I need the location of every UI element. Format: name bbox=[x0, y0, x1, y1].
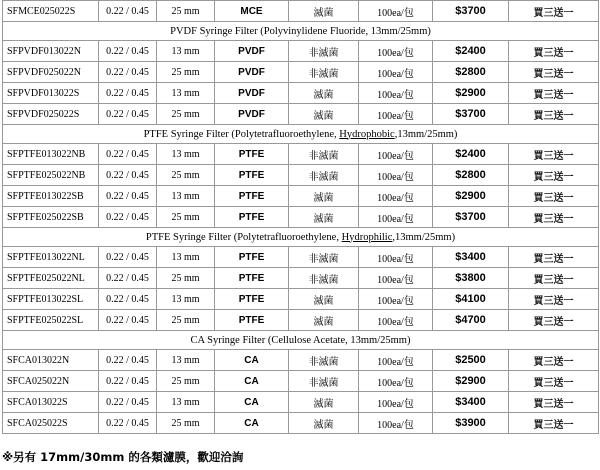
diameter: 25 mm bbox=[157, 371, 215, 392]
price: $3400 bbox=[433, 247, 509, 268]
price: $2900 bbox=[433, 186, 509, 207]
table-row bbox=[3, 1, 599, 22]
promotion: 買三送一 bbox=[509, 83, 599, 104]
section-header bbox=[3, 228, 599, 247]
sterile-status: 非滅菌 bbox=[289, 247, 359, 268]
section-title-text: CA Syringe Filter (Cellulose Acetate, 13mm/25mm) bbox=[190, 334, 411, 346]
product-code: SFCA013022N bbox=[3, 350, 99, 371]
product-code: SFPTFE013022SL bbox=[3, 289, 99, 310]
product-code: SFMCE025022S bbox=[3, 1, 99, 22]
promotion: 買三送一 bbox=[509, 62, 599, 83]
promotion: 買三送一 bbox=[509, 144, 599, 165]
pore-size: 0.22 / 0.45 bbox=[99, 268, 157, 289]
table-row bbox=[3, 268, 599, 289]
pack-size: 100ea/包 bbox=[359, 104, 433, 125]
diameter: 25 mm bbox=[157, 62, 215, 83]
product-code: SFPVDF013022N bbox=[3, 41, 99, 62]
diameter: 25 mm bbox=[157, 207, 215, 228]
membrane-material: PTFE bbox=[215, 289, 289, 310]
sterile-status: 非滅菌 bbox=[289, 350, 359, 371]
pore-size: 0.22 / 0.45 bbox=[99, 186, 157, 207]
price: $2400 bbox=[433, 41, 509, 62]
table-row bbox=[3, 165, 599, 186]
price: $2900 bbox=[433, 371, 509, 392]
price: $3800 bbox=[433, 268, 509, 289]
promotion: 買三送一 bbox=[509, 1, 599, 22]
membrane-material: PVDF bbox=[215, 104, 289, 125]
diameter: 13 mm bbox=[157, 247, 215, 268]
section-title-text: PTFE Syringe Filter (Polytetrafluoroethylene, bbox=[143, 128, 340, 140]
price: $4700 bbox=[433, 310, 509, 331]
pack-size: 100ea/包 bbox=[359, 413, 433, 434]
diameter: 13 mm bbox=[157, 350, 215, 371]
pack-size: 100ea/包 bbox=[359, 371, 433, 392]
diameter: 13 mm bbox=[157, 289, 215, 310]
sterile-status: 非滅菌 bbox=[289, 144, 359, 165]
product-code: SFPTFE025022SL bbox=[3, 310, 99, 331]
footer-note: ※另有 17mm/30mm 的各類濾膜，歡迎洽詢 bbox=[2, 450, 244, 464]
pore-size: 0.22 / 0.45 bbox=[99, 83, 157, 104]
sterile-status: 滅菌 bbox=[289, 83, 359, 104]
pack-size: 100ea/包 bbox=[359, 207, 433, 228]
promotion: 買三送一 bbox=[509, 268, 599, 289]
table-row bbox=[3, 83, 599, 104]
sterile-status: 滅菌 bbox=[289, 310, 359, 331]
filter-price-table bbox=[2, 0, 599, 434]
promotion: 買三送一 bbox=[509, 413, 599, 434]
price: $3400 bbox=[433, 392, 509, 413]
promotion: 買三送一 bbox=[509, 104, 599, 125]
pore-size: 0.22 / 0.45 bbox=[99, 144, 157, 165]
membrane-material: CA bbox=[215, 371, 289, 392]
pack-size: 100ea/包 bbox=[359, 268, 433, 289]
promotion: 買三送一 bbox=[509, 41, 599, 62]
diameter: 25 mm bbox=[157, 104, 215, 125]
pack-size: 100ea/包 bbox=[359, 392, 433, 413]
section-header bbox=[3, 125, 599, 144]
product-code: SFCA025022S bbox=[3, 413, 99, 434]
section-title-suffix: ,13mm/25mm) bbox=[394, 128, 458, 140]
promotion: 買三送一 bbox=[509, 310, 599, 331]
table-row bbox=[3, 247, 599, 268]
product-code: SFCA013022S bbox=[3, 392, 99, 413]
pore-size: 0.22 / 0.45 bbox=[99, 62, 157, 83]
membrane-material: PVDF bbox=[215, 83, 289, 104]
pore-size: 0.22 / 0.45 bbox=[99, 350, 157, 371]
price: $2800 bbox=[433, 62, 509, 83]
diameter: 13 mm bbox=[157, 83, 215, 104]
section-title-text: PVDF Syringe Filter (Polyvinylidene Fluoride, 13mm/25mm) bbox=[170, 25, 431, 37]
table-row bbox=[3, 41, 599, 62]
price: $2800 bbox=[433, 165, 509, 186]
product-code: SFPVDF025022S bbox=[3, 104, 99, 125]
product-code: SFPTFE013022NB bbox=[3, 144, 99, 165]
sterile-status: 滅菌 bbox=[289, 289, 359, 310]
promotion: 買三送一 bbox=[509, 186, 599, 207]
price-list bbox=[2, 0, 598, 464]
section-title-underlined: Hydrophilic bbox=[341, 231, 393, 243]
pore-size: 0.22 / 0.45 bbox=[99, 104, 157, 125]
section-title-text: PTFE Syringe Filter (Polytetrafluoroethylene, bbox=[145, 231, 342, 243]
promotion: 買三送一 bbox=[509, 247, 599, 268]
diameter: 25 mm bbox=[157, 310, 215, 331]
price: $3700 bbox=[433, 1, 509, 22]
membrane-material: PTFE bbox=[215, 144, 289, 165]
table-row bbox=[3, 186, 599, 207]
price: $4100 bbox=[433, 289, 509, 310]
diameter: 25 mm bbox=[157, 268, 215, 289]
product-code: SFPTFE025022NB bbox=[3, 165, 99, 186]
membrane-material: CA bbox=[215, 392, 289, 413]
pack-size: 100ea/包 bbox=[359, 62, 433, 83]
diameter: 25 mm bbox=[157, 165, 215, 186]
product-code: SFPTFE025022SB bbox=[3, 207, 99, 228]
product-code: SFPTFE025022NL bbox=[3, 268, 99, 289]
pack-size: 100ea/包 bbox=[359, 186, 433, 207]
table-row bbox=[3, 289, 599, 310]
table-row bbox=[3, 413, 599, 434]
pore-size: 0.22 / 0.45 bbox=[99, 289, 157, 310]
pore-size: 0.22 / 0.45 bbox=[99, 371, 157, 392]
price: $3700 bbox=[433, 104, 509, 125]
promotion: 買三送一 bbox=[509, 350, 599, 371]
membrane-material: PTFE bbox=[215, 207, 289, 228]
product-code: SFPTFE013022NL bbox=[3, 247, 99, 268]
price: $3700 bbox=[433, 207, 509, 228]
price: $2500 bbox=[433, 350, 509, 371]
price: $2900 bbox=[433, 83, 509, 104]
pack-size: 100ea/包 bbox=[359, 83, 433, 104]
membrane-material: PVDF bbox=[215, 41, 289, 62]
pore-size: 0.22 / 0.45 bbox=[99, 41, 157, 62]
section-title bbox=[3, 331, 599, 350]
membrane-material: PTFE bbox=[215, 310, 289, 331]
membrane-material: PTFE bbox=[215, 268, 289, 289]
pore-size: 0.22 / 0.45 bbox=[99, 413, 157, 434]
promotion: 買三送一 bbox=[509, 207, 599, 228]
price: $2400 bbox=[433, 144, 509, 165]
pore-size: 0.22 / 0.45 bbox=[99, 207, 157, 228]
sterile-status: 滅菌 bbox=[289, 207, 359, 228]
pack-size: 100ea/包 bbox=[359, 1, 433, 22]
diameter: 13 mm bbox=[157, 41, 215, 62]
table-row bbox=[3, 310, 599, 331]
table-row bbox=[3, 207, 599, 228]
sterile-status: 非滅菌 bbox=[289, 371, 359, 392]
table-row bbox=[3, 350, 599, 371]
pack-size: 100ea/包 bbox=[359, 350, 433, 371]
product-code: SFPTFE013022SB bbox=[3, 186, 99, 207]
section-title-underlined: Hydrophobic bbox=[339, 128, 395, 140]
pore-size: 0.22 / 0.45 bbox=[99, 392, 157, 413]
pack-size: 100ea/包 bbox=[359, 41, 433, 62]
pore-size: 0.22 / 0.45 bbox=[99, 1, 157, 22]
promotion: 買三送一 bbox=[509, 371, 599, 392]
promotion: 買三送一 bbox=[509, 392, 599, 413]
section-title bbox=[3, 125, 599, 144]
membrane-material: PTFE bbox=[215, 247, 289, 268]
promotion: 買三送一 bbox=[509, 289, 599, 310]
section-title bbox=[3, 228, 599, 247]
diameter: 13 mm bbox=[157, 186, 215, 207]
diameter: 13 mm bbox=[157, 144, 215, 165]
membrane-material: CA bbox=[215, 350, 289, 371]
table-row bbox=[3, 62, 599, 83]
pore-size: 0.22 / 0.45 bbox=[99, 165, 157, 186]
sterile-status: 滅菌 bbox=[289, 1, 359, 22]
sterile-status: 非滅菌 bbox=[289, 268, 359, 289]
product-code: SFCA025022N bbox=[3, 371, 99, 392]
membrane-material: CA bbox=[215, 413, 289, 434]
pore-size: 0.22 / 0.45 bbox=[99, 310, 157, 331]
product-code: SFPVDF025022N bbox=[3, 62, 99, 83]
table-row bbox=[3, 371, 599, 392]
sterile-status: 滅菌 bbox=[289, 413, 359, 434]
product-code: SFPVDF013022S bbox=[3, 83, 99, 104]
pore-size: 0.22 / 0.45 bbox=[99, 247, 157, 268]
pack-size: 100ea/包 bbox=[359, 247, 433, 268]
sterile-status: 滅菌 bbox=[289, 186, 359, 207]
membrane-material: PTFE bbox=[215, 165, 289, 186]
sterile-status: 非滅菌 bbox=[289, 165, 359, 186]
pack-size: 100ea/包 bbox=[359, 310, 433, 331]
sterile-status: 非滅菌 bbox=[289, 41, 359, 62]
diameter: 25 mm bbox=[157, 1, 215, 22]
section-title bbox=[3, 22, 599, 41]
table-row bbox=[3, 144, 599, 165]
sterile-status: 滅菌 bbox=[289, 104, 359, 125]
price: $3900 bbox=[433, 413, 509, 434]
diameter: 13 mm bbox=[157, 392, 215, 413]
pack-size: 100ea/包 bbox=[359, 144, 433, 165]
sterile-status: 滅菌 bbox=[289, 392, 359, 413]
promotion: 買三送一 bbox=[509, 165, 599, 186]
pack-size: 100ea/包 bbox=[359, 289, 433, 310]
membrane-material: MCE bbox=[215, 1, 289, 22]
membrane-material: PVDF bbox=[215, 62, 289, 83]
pack-size: 100ea/包 bbox=[359, 165, 433, 186]
section-header bbox=[3, 331, 599, 350]
section-header bbox=[3, 22, 599, 41]
sterile-status: 非滅菌 bbox=[289, 62, 359, 83]
table-row bbox=[3, 392, 599, 413]
section-title-suffix: ,13mm/25mm) bbox=[392, 231, 456, 243]
table-row bbox=[3, 104, 599, 125]
diameter: 25 mm bbox=[157, 413, 215, 434]
membrane-material: PTFE bbox=[215, 186, 289, 207]
